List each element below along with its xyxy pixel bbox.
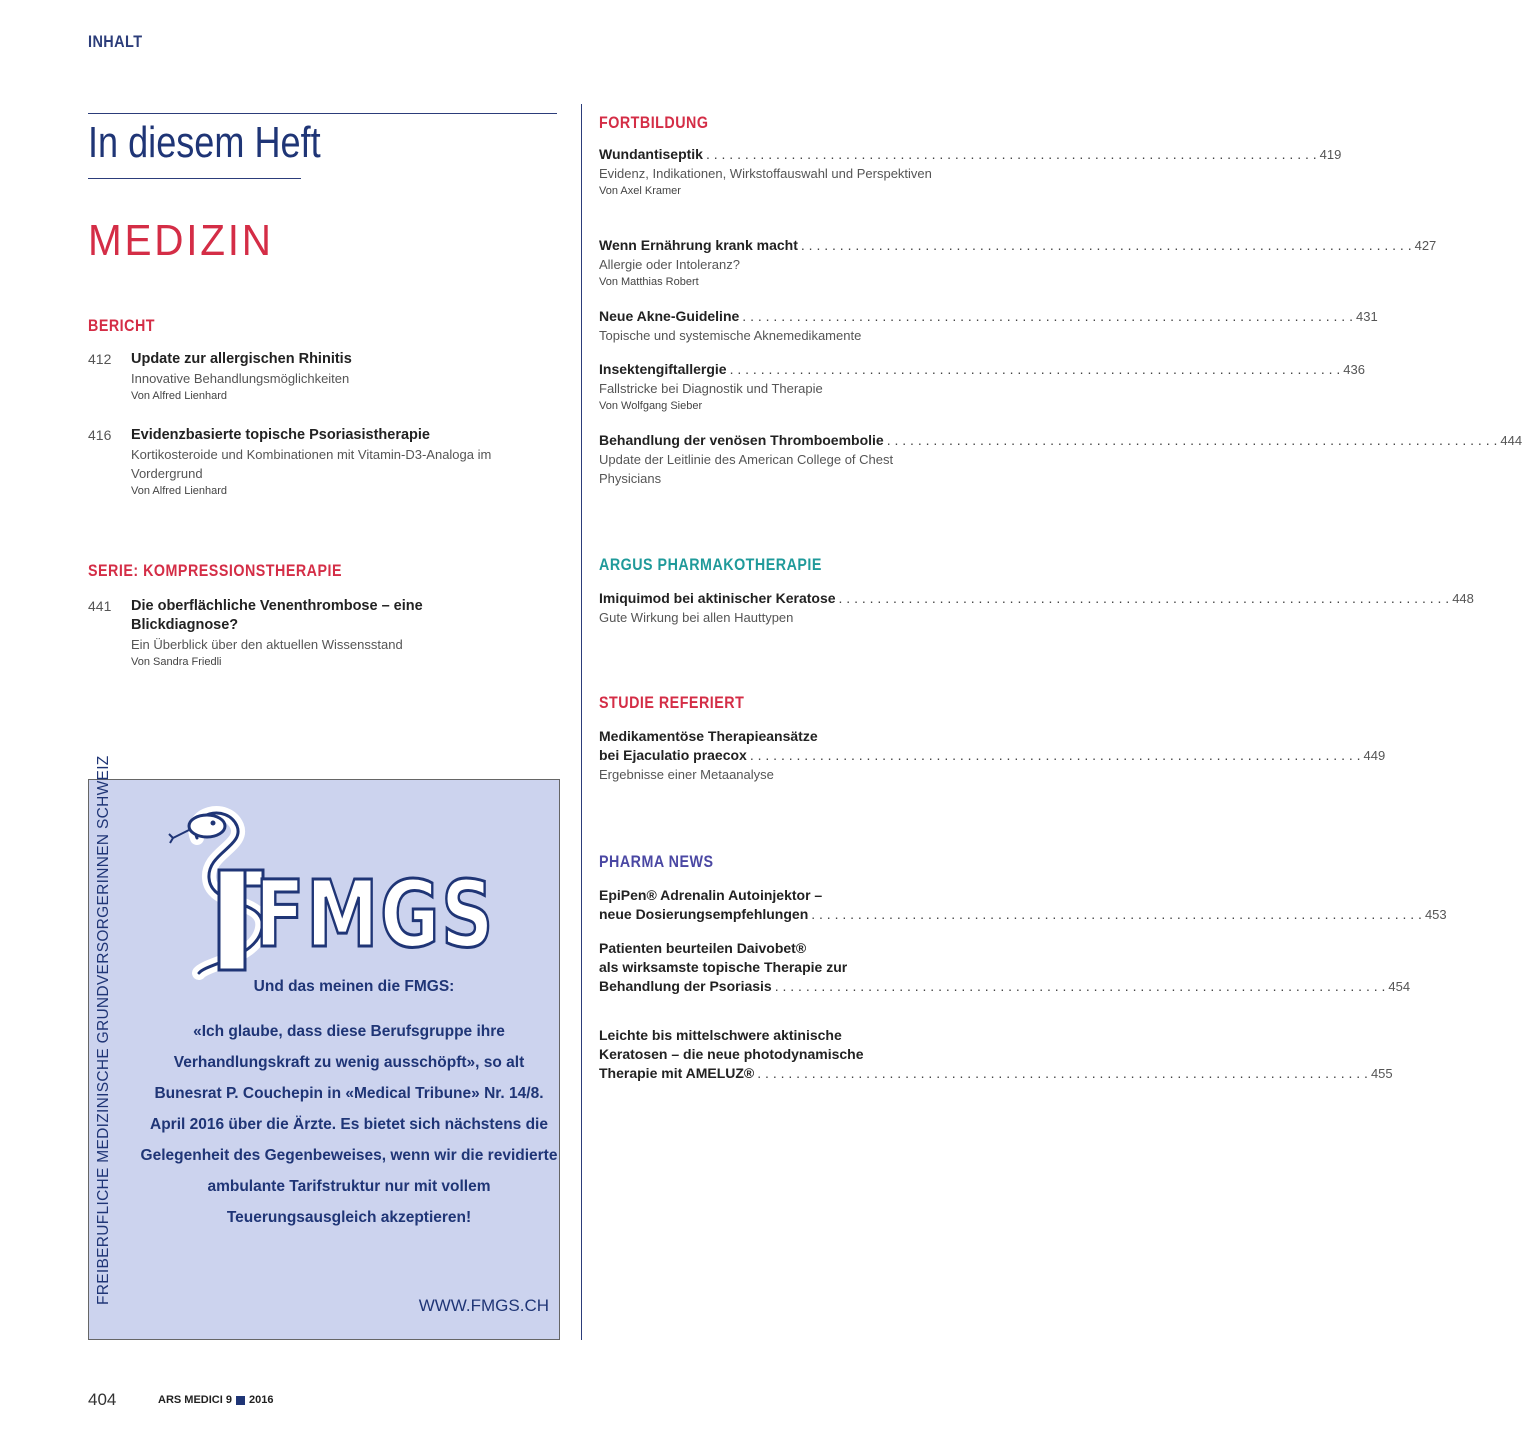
entry-page: 419 — [1319, 147, 1342, 162]
entry-title: Wundantiseptik — [599, 146, 703, 162]
entry-author: Von Alfred Lienhard — [131, 390, 228, 402]
entry-title: Insektengiftallergie — [599, 361, 727, 377]
entry-author: Von Sandra Friedli — [131, 656, 222, 668]
leader-dots — [757, 1064, 1368, 1083]
entry-title: Imiquimod bei aktinischer Keratose — [599, 590, 836, 606]
entry-title: Die oberflächliche Venenthrombose – eine Blickdiagnose? — [131, 598, 423, 633]
entry-page: 449 — [1363, 748, 1386, 763]
heading-argus: ARGUS PHARMAKOTHERAPIE — [599, 555, 822, 574]
entry-page: 448 — [1452, 591, 1474, 606]
entry-title: Leichte bis mittelschwere aktinische — [599, 1027, 842, 1043]
heading-pharma-news: PHARMA NEWS — [599, 852, 714, 871]
page-number: 404 — [88, 1390, 117, 1409]
heading-studie: STUDIE REFERIERT — [599, 693, 745, 712]
toc-entry[interactable] — [599, 589, 1474, 627]
entry-page: 412 — [88, 351, 112, 367]
entry-subtitle: Allergie oder Intoleranz? — [599, 257, 740, 272]
entry-subtitle: Update der Leitlinie des American College of Chest Physicians — [599, 452, 894, 486]
leader-dots — [839, 589, 1450, 608]
page-title: In diesem Heft — [88, 118, 321, 167]
toc-entry[interactable] — [599, 307, 1378, 345]
entry-title: als wirksamste topische Therapie zur — [599, 959, 848, 975]
leader-dots — [811, 905, 1422, 924]
entry-title: Update zur allergischen Rhinitis — [131, 351, 352, 367]
square-icon — [236, 1396, 245, 1405]
entry-subtitle: Innovative Behandlungsmöglichkeiten — [131, 371, 350, 386]
toc-entry[interactable] — [599, 431, 1522, 488]
toc-entry[interactable] — [599, 145, 1342, 200]
entry-title: Behandlung der venösen Thromboembolie — [599, 432, 884, 448]
section-label: INHALT — [88, 32, 143, 51]
magazine-year: 2016 — [248, 1394, 274, 1406]
toc-entry[interactable] — [599, 727, 1386, 784]
leader-dots — [801, 236, 1412, 255]
section-title: MEDIZIN — [88, 216, 274, 265]
logo-text: FMGS — [255, 861, 495, 968]
heading-serie: SERIE: KOMPRESSIONSTHERAPIE — [88, 561, 343, 580]
toc-entry[interactable] — [131, 597, 431, 671]
leader-dots — [706, 145, 1317, 164]
entry-title: Medikamentöse Therapieansätze — [599, 728, 818, 744]
toc-entry[interactable] — [599, 360, 1365, 415]
leader-dots — [887, 431, 1498, 450]
entry-page: 427 — [1414, 238, 1437, 253]
leader-dots — [775, 977, 1386, 996]
entry-page: 444 — [1500, 433, 1522, 448]
magazine-name: ARS MEDICI 9 — [158, 1394, 232, 1406]
entry-title: EpiPen® Adrenalin Autoinjektor – — [599, 887, 823, 903]
footer-magazine — [158, 1394, 273, 1406]
entry-title: neue Dosierungsempfehlungen — [599, 906, 809, 922]
ad-url-link[interactable]: WWW.FMGS.CH — [418, 1296, 549, 1315]
divider — [88, 113, 557, 114]
entry-page: 453 — [1424, 907, 1447, 922]
leader-dots — [750, 746, 1361, 765]
toc-entry[interactable] — [599, 886, 1447, 924]
entry-author: Von Alfred Lienhard — [131, 485, 228, 497]
entry-title: Keratosen – die neue photodynamische — [599, 1046, 864, 1062]
ad-quote: «Ich glaube, dass diese Berufsgruppe ihre Verhandlungskraft zu wenig ausschöpft», so alt Bunesrat P. Couchepin in «Medical Tribune» Nr. 14/8. April 2016 über die Ärzte. Es bietet sich nächstens die Gelegenheit des Gegenbeweises, wenn wir die revidierte ambulante Tarifstruktur nur mit vollem Teuerungsausgleich akzeptieren! — [140, 1023, 558, 1226]
entry-subtitle: Ein Überblick über den aktuellen Wissensstand — [131, 637, 403, 652]
entry-page: 416 — [88, 427, 112, 443]
leader-dots — [730, 360, 1341, 379]
entry-page: 455 — [1370, 1066, 1393, 1081]
leader-dots — [742, 307, 1353, 326]
fmgs-advertisement[interactable] — [88, 755, 560, 1340]
heading-fortbildung: FORTBILDUNG — [599, 113, 709, 132]
entry-title: Wenn Ernährung krank macht — [599, 237, 798, 253]
entry-subtitle: Kortikosteroide und Kombinationen mit Vitamin-D3-Analoga im Vordergrund — [131, 447, 492, 481]
entry-subtitle: Ergebnisse einer Metaanalyse — [599, 767, 774, 782]
toc-entry[interactable] — [599, 939, 1411, 996]
entry-title: Behandlung der Psoriasis — [599, 978, 772, 994]
toc-entry[interactable] — [131, 350, 571, 405]
toc-entry[interactable] — [599, 236, 1437, 291]
entry-subtitle: Fallstricke bei Diagnostik und Therapie — [599, 381, 823, 396]
toc-entry[interactable] — [131, 426, 551, 500]
entry-title: Therapie mit AMELUZ® — [599, 1065, 755, 1081]
entry-page: 436 — [1343, 362, 1365, 377]
entry-author: Von Wolfgang Sieber — [599, 400, 703, 412]
entry-page: 431 — [1355, 309, 1378, 324]
column-divider — [581, 104, 582, 1340]
heading-bericht: BERICHT — [88, 316, 156, 335]
entry-page: 454 — [1388, 979, 1411, 994]
entry-title: bei Ejaculatio praecox — [599, 747, 747, 763]
entry-subtitle: Gute Wirkung bei allen Hauttypen — [599, 610, 794, 625]
ad-vertical-text: FREIBERUFLICHE MEDIZINISCHE GRUNDVERSORGERINNEN SCHWEIZ — [95, 755, 112, 1305]
entry-title: Evidenzbasierte topische Psoriasistherapie — [131, 427, 430, 443]
entry-author: Von Matthias Robert — [599, 276, 699, 288]
divider — [88, 178, 301, 179]
fmgs-logo — [167, 798, 517, 978]
entry-subtitle: Evidenz, Indikationen, Wirkstoffauswahl und Perspektiven — [599, 166, 932, 181]
entry-author: Von Axel Kramer — [599, 185, 681, 197]
ad-heading: Und das meinen die FMGS: — [253, 978, 455, 995]
entry-page: 441 — [88, 598, 112, 614]
entry-title: Patienten beurteilen Daivobet® — [599, 940, 807, 956]
entry-subtitle: Topische und systemische Aknemedikamente — [599, 328, 862, 343]
toc-entry[interactable] — [599, 1026, 1393, 1083]
entry-title: Neue Akne-Guideline — [599, 308, 740, 324]
